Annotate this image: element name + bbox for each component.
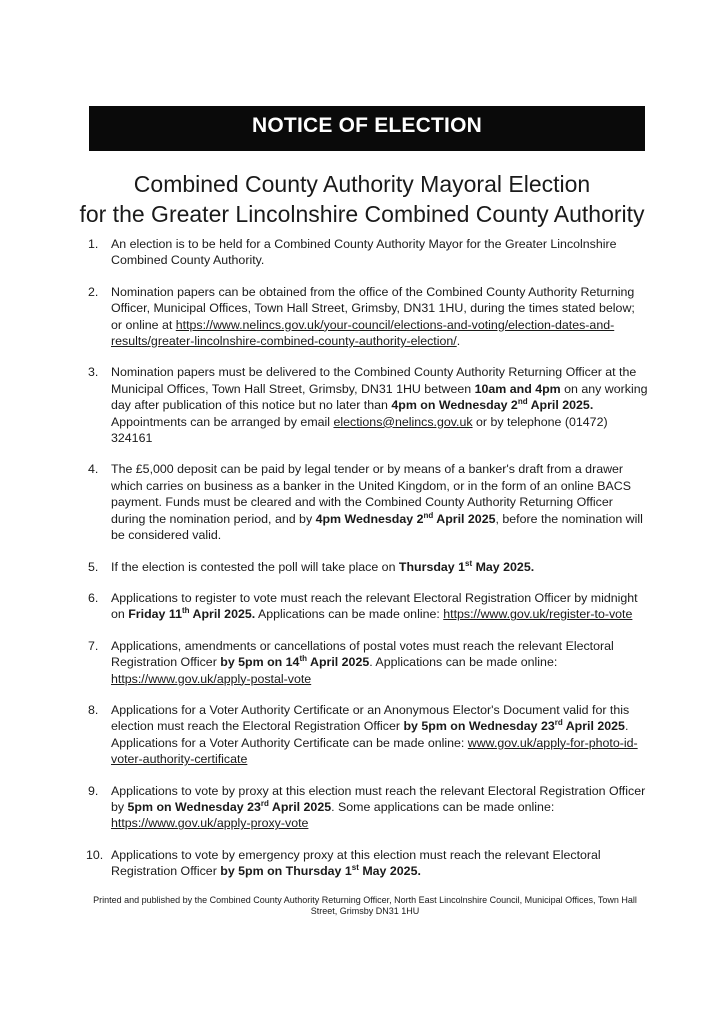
notice-item-1 xyxy=(88,236,648,269)
notice-item-2 xyxy=(88,284,648,350)
register-to-vote-link[interactable]: https://www.gov.uk/register-to-vote xyxy=(443,607,633,622)
item-bold: May 2025. xyxy=(472,559,535,574)
item-bold: April 2025 xyxy=(562,719,625,734)
item-bold: 5pm on Wednesday 23 xyxy=(127,799,261,814)
item-text: . xyxy=(456,334,461,349)
item-text: Applications, amendments or cancellations of postal votes must reach the relevant Electoral Registration Officer xyxy=(111,638,614,670)
item-bold: Friday 11 xyxy=(128,607,182,622)
item-bold: 10am and 4pm xyxy=(474,381,561,396)
item-bold: April 2025. xyxy=(527,398,594,413)
item-text: , before the nomination will be considered valid. xyxy=(111,511,643,543)
item-number: 10. xyxy=(86,847,104,862)
item-text: If the election is contested the poll will take place on xyxy=(111,559,399,574)
item-ordinal: rd xyxy=(260,798,269,808)
item-bold: Thursday 1 xyxy=(398,559,466,574)
item-text: Nomination papers can be obtained from the office of the Combined County Authority Returning Officer, Municipal Offices, Town Hall Street, Grimsby, DN31 1HU, during the times stated below; or online at xyxy=(111,284,635,332)
item-number: 8. xyxy=(88,702,99,717)
item-ordinal: nd xyxy=(517,397,528,407)
footer-line-1: Printed and published by the Combined County Authority Returning Officer, North East Lincolnshire Council, Municipal Offices, Town Hall xyxy=(93,895,637,905)
item-bold: April 2025 xyxy=(307,655,370,670)
election-info-link[interactable]: https://www.nelincs.gov.uk/your-council/elections-and-voting/election-dates-and-results/greater-lincolnshire-combined-county-authority-election/ xyxy=(111,317,615,349)
notice-item-6 xyxy=(88,590,648,623)
item-text: . Some applications can be made online: xyxy=(331,799,555,814)
notice-item-5 xyxy=(88,559,648,575)
item-ordinal: nd xyxy=(423,510,434,520)
notice-item-10 xyxy=(88,847,648,880)
notice-item-3 xyxy=(88,364,648,446)
notice-item-9 xyxy=(88,783,648,832)
proxy-vote-link[interactable]: https://www.gov.uk/apply-proxy-vote xyxy=(111,816,309,831)
item-text: Applications to vote by proxy at this election must reach the relevant Electoral Registration Officer by xyxy=(111,783,646,814)
notice-items xyxy=(88,236,648,880)
notice-item-7 xyxy=(88,638,648,687)
item-ordinal: st xyxy=(465,558,473,568)
notice-item-8 xyxy=(88,702,648,768)
notice-banner: NOTICE OF ELECTION xyxy=(89,106,645,151)
item-text: Applications can be made online: xyxy=(255,607,444,622)
postal-vote-link[interactable]: https://www.gov.uk/apply-postal-vote xyxy=(111,671,312,686)
item-number: 2. xyxy=(88,284,99,299)
item-bold: 4pm on Wednesday 2 xyxy=(391,398,518,413)
title-line-2: for the Greater Lincolnshire Combined County Authority xyxy=(79,201,645,227)
footer-line-2: Street, Grimsby DN31 1HU xyxy=(310,906,420,916)
item-ordinal: th xyxy=(181,606,190,616)
notice-item-4 xyxy=(88,461,648,543)
item-number: 9. xyxy=(88,783,99,798)
item-text: Applications to vote by emergency proxy at this election must reach the relevant Electoral Registration Officer xyxy=(111,847,601,879)
item-bold: April 2025 xyxy=(433,511,496,526)
item-text: . Applications for a Voter Authority Certificate can be made online: xyxy=(111,719,629,750)
item-text: or by telephone (01472) 324161 xyxy=(111,414,608,446)
item-text: . Applications can be made online: xyxy=(369,655,558,670)
item-bold: 4pm Wednesday 2 xyxy=(315,511,424,526)
item-number: 6. xyxy=(88,590,99,605)
item-text: Appointments can be arranged by email xyxy=(111,414,334,429)
item-number: 5. xyxy=(88,559,99,574)
elections-email-link[interactable]: elections@nelincs.gov.uk xyxy=(333,414,473,429)
title-line-1: Combined County Authority Mayoral Election xyxy=(133,171,591,197)
item-text: The £5,000 deposit can be paid by legal tender or by means of a banker's draft from a drawer which carries on business as a banker in the United Kingdom, or in the form of an online BACS payment. Funds must be cleared and with the Combined County Authority Returning Officer during the nomination period, and by xyxy=(111,462,631,526)
item-bold: by 5pm on Thursday 1 xyxy=(220,864,352,879)
item-number: 1. xyxy=(88,237,99,251)
imprint-footer xyxy=(50,895,680,917)
item-bold: by 5pm on 14 xyxy=(220,655,300,670)
item-text: Nomination papers must be delivered to the Combined County Authority Returning Officer at the Municipal Offices, Town Hall Street, Grimsby, DN31 1HU between xyxy=(111,365,637,396)
item-ordinal: rd xyxy=(554,718,563,728)
item-text: on any working day after publication of this notice but no later than xyxy=(111,381,648,413)
item-bold: May 2025. xyxy=(358,864,421,879)
item-bold: April 2025. xyxy=(189,607,256,622)
item-number: 3. xyxy=(88,365,99,380)
voter-authority-certificate-link[interactable]: www.gov.uk/apply-for-photo-id-voter-authority-certificate xyxy=(111,735,638,767)
item-bold: April 2025 xyxy=(268,799,332,814)
item-bold: by 5pm on Wednesday 23 xyxy=(403,719,555,734)
item-ordinal: th xyxy=(299,654,308,664)
item-text: Applications to register to vote must reach the relevant Electoral Registration Officer by midnight on xyxy=(111,590,638,622)
election-title xyxy=(40,169,684,229)
item-text: Applications for a Voter Authority Certificate or an Anonymous Elector's Document valid for this election must reach the Electoral Registration Officer xyxy=(111,702,630,734)
item-ordinal: st xyxy=(351,863,359,873)
item-number: 7. xyxy=(88,638,99,653)
item-number: 4. xyxy=(88,462,99,477)
item-text: An election is to be held for a Combined County Authority Mayor for the Greater Lincolnshire Combined County Authority. xyxy=(111,237,617,268)
